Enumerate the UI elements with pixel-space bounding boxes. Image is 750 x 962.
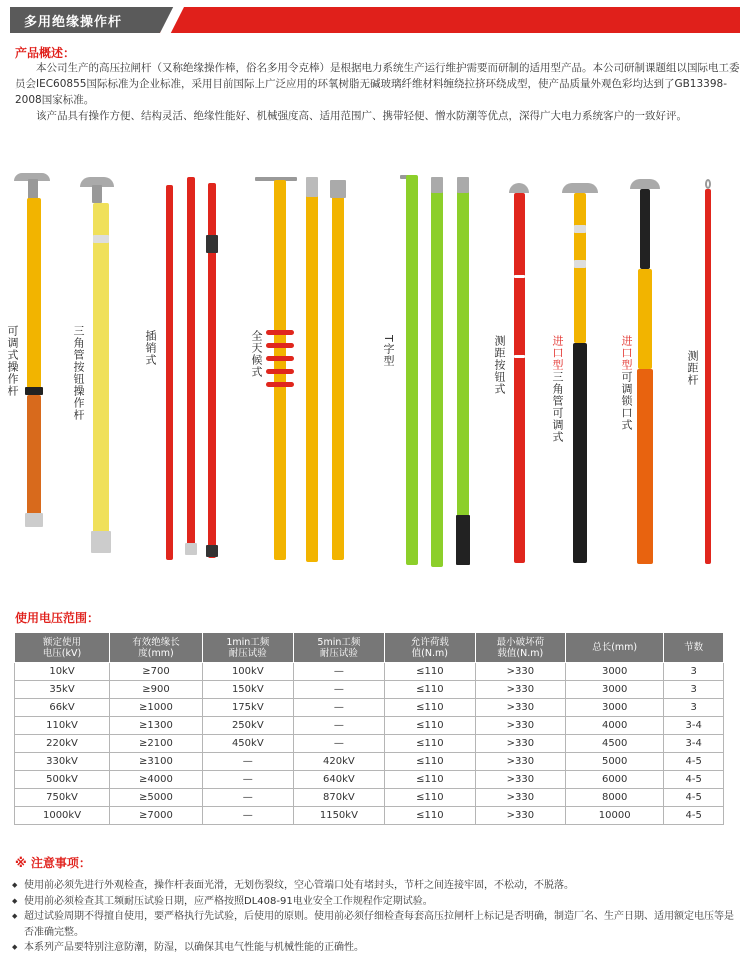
- table-cell: 8000: [566, 789, 664, 807]
- header-line-2: 耐压试验: [228, 647, 267, 659]
- header-line-1: 5min工频: [317, 636, 361, 648]
- table-cell: ≥3100: [110, 753, 203, 771]
- table-header-cell: [15, 633, 110, 663]
- product-8-label: [620, 335, 633, 431]
- voltage-range-title: 使用电压范围：: [15, 611, 100, 625]
- header-line-1: 1min工频: [226, 636, 270, 648]
- table-cell: ≤110: [385, 789, 476, 807]
- table-row: [15, 807, 724, 825]
- table-cell: >330: [475, 771, 566, 789]
- table-cell: —: [202, 753, 293, 771]
- table-cell: >330: [475, 789, 566, 807]
- table-cell: >330: [475, 753, 566, 771]
- product-7-label-name: 三角管可调式: [551, 371, 564, 443]
- table-row: [15, 753, 724, 771]
- header-line-2: 耐压试验: [319, 647, 358, 659]
- table-cell: 3000: [566, 699, 664, 717]
- table-cell: 3000: [566, 663, 664, 681]
- table-cell: 175kV: [202, 699, 293, 717]
- table-cell: 420kV: [293, 753, 384, 771]
- table-cell: 110kV: [15, 717, 110, 735]
- table-cell: ≤110: [385, 717, 476, 735]
- table-cell: 4-5: [664, 807, 724, 825]
- table-header-cell: [664, 633, 724, 663]
- table-row: [15, 681, 724, 699]
- table-cell: 4-5: [664, 789, 724, 807]
- table-cell: ≤110: [385, 771, 476, 789]
- table-cell: ≤110: [385, 807, 476, 825]
- table-cell: 750kV: [15, 789, 110, 807]
- table-cell: >330: [475, 663, 566, 681]
- table-cell: —: [293, 717, 384, 735]
- table-cell: ≤110: [385, 735, 476, 753]
- table-header: [15, 633, 724, 663]
- note-item: ◆ 使用前必须先进行外观检查，操作杆表面光滑，无划伤裂纹，空心管端口处有堵封头，节杆之间连接牢固，不松动，不脱落。: [12, 878, 740, 894]
- product-2-label: 三角管按钮操作杆: [72, 325, 85, 421]
- header-line-1: 最小破坏荷: [496, 636, 545, 648]
- table-cell: 66kV: [15, 699, 110, 717]
- table-cell: >330: [475, 717, 566, 735]
- table-cell: 330kV: [15, 753, 110, 771]
- table-cell: ≥5000: [110, 789, 203, 807]
- table-cell: >330: [475, 681, 566, 699]
- table-cell: 1000kV: [15, 807, 110, 825]
- table-header-cell: [566, 633, 664, 663]
- note-item: ◆ 使用前必须检查其工频耐压试验日期，应严格按照DL408-91电业安全工作规程作定期试验。: [12, 894, 740, 910]
- note-item: ◆ 超过试验周期不得擅自使用，要严格执行先试验，后使用的原则。使用前必须仔细检查每套高压拉闸杆上标记是否明确，制造厂名、生产日期、适用额定电压等是否准确完整。: [12, 909, 740, 940]
- table-cell: —: [293, 735, 384, 753]
- table-row: [15, 663, 724, 681]
- table-cell: 3: [664, 663, 724, 681]
- overview-title: 产品概述：: [15, 46, 76, 60]
- product-5-label: T字型: [382, 335, 395, 367]
- table-cell: ≥900: [110, 681, 203, 699]
- table-cell: 3-4: [664, 717, 724, 735]
- product-8-label-name: 可调锁口式: [620, 371, 633, 431]
- voltage-table: [14, 632, 724, 825]
- table-cell: 10000: [566, 807, 664, 825]
- notes-list: [12, 878, 740, 956]
- table-cell: 1150kV: [293, 807, 384, 825]
- table-cell: —: [293, 681, 384, 699]
- table-body: [15, 663, 724, 825]
- table-cell: ≥2100: [110, 735, 203, 753]
- header-line-2: 度(mm): [138, 647, 174, 659]
- header-line-2: 载值(N.m): [497, 647, 544, 659]
- table-cell: 640kV: [293, 771, 384, 789]
- header-line-1: 节数: [684, 642, 704, 653]
- table-cell: 100kV: [202, 663, 293, 681]
- product-1-label: 可调式操作杆: [6, 325, 19, 397]
- table-cell: 870kV: [293, 789, 384, 807]
- table-cell: —: [293, 663, 384, 681]
- table-cell: —: [202, 771, 293, 789]
- page-title: 多用绝缘操作杆: [24, 15, 123, 30]
- product-9-label: 测距杆: [686, 350, 699, 386]
- table-cell: ≥1300: [110, 717, 203, 735]
- table-cell: 500kV: [15, 771, 110, 789]
- product-6-label: 测距按钮式: [493, 335, 506, 395]
- table-cell: 450kV: [202, 735, 293, 753]
- table-cell: ≤110: [385, 753, 476, 771]
- note-item: ◆ 本系列产品要特别注意防潮，防湿，以确保其电气性能与机械性能的正确性。: [12, 940, 740, 956]
- table-cell: ≥4000: [110, 771, 203, 789]
- header-line-1: 允许荷载: [410, 636, 449, 648]
- table-row: [15, 789, 724, 807]
- table-cell: ≥7000: [110, 807, 203, 825]
- table-header-cell: [475, 633, 566, 663]
- table-cell: 5000: [566, 753, 664, 771]
- table-cell: 35kV: [15, 681, 110, 699]
- table-header-cell: [110, 633, 203, 663]
- table-cell: 4-5: [664, 771, 724, 789]
- table-header-cell: [293, 633, 384, 663]
- table-cell: —: [293, 699, 384, 717]
- product-8-label-type: 进口型: [620, 335, 633, 371]
- table-header-cell: [385, 633, 476, 663]
- table-cell: 6000: [566, 771, 664, 789]
- table-cell: >330: [475, 807, 566, 825]
- table-cell: 4500: [566, 735, 664, 753]
- product-7-label-type: 进口型: [551, 335, 564, 371]
- table-row: [15, 717, 724, 735]
- header-line-1: 有效绝缘长: [132, 636, 180, 648]
- table-cell: 3: [664, 681, 724, 699]
- overview-text: [15, 60, 740, 124]
- overview-paragraph-2: 该产品具有操作方便、结构灵活、绝缘性能好、机械强度高、适用范围广、携带轻便、憎水防潮等优点，深得广大电力系统客户的一致好评。: [36, 110, 687, 122]
- table-cell: 250kV: [202, 717, 293, 735]
- table-row: [15, 771, 724, 789]
- table-cell: —: [202, 789, 293, 807]
- table-cell: 3000: [566, 681, 664, 699]
- table-cell: —: [202, 807, 293, 825]
- product-3-label: 插销式: [144, 330, 157, 366]
- table-cell: 220kV: [15, 735, 110, 753]
- product-gallery: [0, 165, 750, 585]
- notes-title: ※ 注意事项：: [15, 856, 91, 870]
- table-cell: ≥1000: [110, 699, 203, 717]
- product-7-label: [551, 335, 564, 443]
- header-line-2: 电压(kV): [42, 647, 82, 659]
- table-cell: 4000: [566, 717, 664, 735]
- table-cell: ≤110: [385, 681, 476, 699]
- header-line-1: 额定使用: [43, 636, 82, 648]
- table-cell: ≤110: [385, 663, 476, 681]
- product-4-label: 全天候式: [250, 330, 263, 378]
- table-cell: 4-5: [664, 753, 724, 771]
- table-cell: 10kV: [15, 663, 110, 681]
- header-banner: [10, 7, 740, 33]
- table-cell: ≤110: [385, 699, 476, 717]
- header-line-2: 值(N.m): [411, 647, 448, 659]
- header-line-1: 总长(mm): [592, 642, 638, 653]
- table-row: [15, 735, 724, 753]
- overview-paragraph-1: 本公司生产的高压拉闸杆（又称绝缘操作棒，俗名多用令克棒）是根据电力系统生产运行维护需要而研制的适用型产品。本公司研制课题组以国际电工委员会IEC60855国际标准为企业标准，采用目前国际上广泛应用的环氧树脂无碱玻璃纤维材料缠绕拉挤环绕成型，使产品质量外观色彩均达到了GB13398-2008国家标准。: [15, 62, 740, 106]
- table-cell: >330: [475, 699, 566, 717]
- table-cell: >330: [475, 735, 566, 753]
- table-cell: 3-4: [664, 735, 724, 753]
- table-header-cell: [202, 633, 293, 663]
- table-cell: 150kV: [202, 681, 293, 699]
- table-row: [15, 699, 724, 717]
- table-cell: ≥700: [110, 663, 203, 681]
- table-cell: 3: [664, 699, 724, 717]
